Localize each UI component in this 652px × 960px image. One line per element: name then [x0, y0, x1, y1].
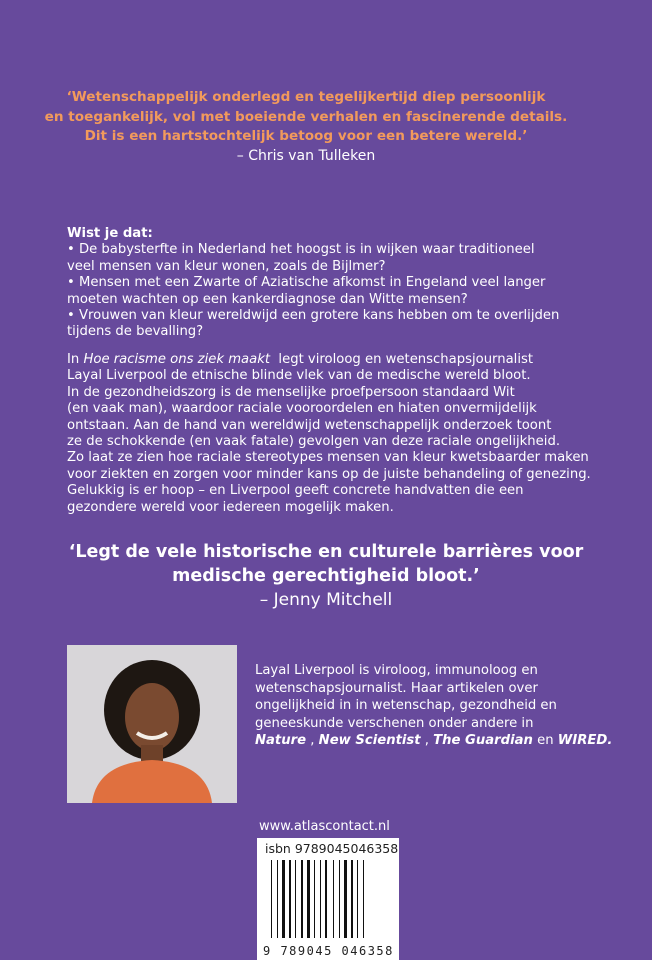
description-line: ze de schokkende (en vaak fatale) gevolgen van deze raciale ongelijkheid. [67, 434, 561, 450]
description-line: voor ziekten en zorgen voor minder kans op de juiste behandeling of genezing. [67, 466, 591, 482]
barcode-bar [333, 860, 334, 938]
barcode-bar [339, 860, 340, 938]
publisher-url: www.atlascontact.nl [259, 819, 390, 834]
barcode-bar [357, 860, 358, 938]
front-quote [0, 88, 612, 166]
publication: WIRED. [557, 733, 613, 749]
barcode-bar [307, 860, 310, 938]
barcode-digits: 9 789045 046358 [263, 944, 394, 958]
isbn-label: isbn 9789045046358 [265, 841, 399, 856]
author-portrait-illustration [67, 645, 237, 803]
intro-suffix: legt viroloog en wetenschapsjournalist [270, 352, 534, 367]
bio-line: ongelijkheid in in wetenschap, gezondheid en [255, 698, 557, 714]
quote-line: ‘Wetenschappelijk onderlegd en tegelijkertijd diep persoonlijk [66, 89, 546, 105]
barcode-bar [320, 860, 321, 938]
separator: , [420, 733, 434, 749]
barcode-bar [325, 860, 327, 938]
barcode-bar [295, 860, 296, 938]
barcode-bar [289, 860, 291, 938]
facts-heading: Wist je dat: [67, 226, 153, 241]
bio-line: geneeskunde verschenen onder andere in [255, 715, 534, 731]
barcode-bar [363, 860, 364, 938]
second-quote [0, 540, 652, 612]
description-line: Layal Liverpool de etnische blinde vlek van de medische wereld bloot. [67, 368, 531, 384]
bio-line: Layal Liverpool is viroloog, immunoloog en [255, 663, 538, 678]
barcode-bars [257, 838, 399, 960]
quote-line: Dit is een hartstochtelijk betoog voor een betere wereld.’ [84, 128, 528, 144]
fact-line: veel mensen van kleur wonen, zoals de Bijlmer? [67, 258, 386, 274]
barcode [257, 838, 399, 960]
description-line: gezondere wereld voor iedereen mogelijk maken. [67, 499, 394, 515]
description-intro [67, 352, 591, 368]
description-line: ontstaan. Aan de hand van wereldwijd wetenschappelijk onderzoek toont [67, 417, 552, 433]
barcode-bar [314, 860, 315, 938]
separator: , [306, 733, 319, 749]
description [67, 352, 591, 516]
bio-publications [255, 732, 612, 750]
barcode-bar [271, 860, 272, 938]
quote-attribution: – Chris van Tulleken [236, 147, 376, 164]
quote-line: en toegankelijk, vol met boeiende verhalen en fascinerende details. [44, 108, 568, 125]
publication: Nature [255, 733, 307, 749]
barcode-bar [277, 860, 278, 938]
fact-line: moeten wachten op een kankerdiagnose dan Witte mensen? [67, 291, 468, 307]
quote-line: medische gerechtigheid bloot.’ [172, 566, 480, 586]
quote-line: ‘Legt de vele historische en culturele barrières voor [68, 542, 584, 562]
separator: en [532, 733, 558, 749]
fact-line: • Vrouwen van kleur wereldwijd een grotere kans hebben om te overlijden [67, 308, 560, 324]
fact-line: tijdens de bevalling? [67, 324, 204, 340]
publication: The Guardian [433, 733, 533, 749]
fact-line: • De babysterfte in Nederland het hoogst is in wijken waar traditioneel [67, 242, 535, 258]
description-line: In de gezondheidszorg is de menselijke proefpersoon standaard Wit [67, 384, 515, 400]
intro-prefix: In [67, 352, 84, 367]
barcode-bar [351, 860, 353, 938]
facts-section [67, 226, 559, 341]
barcode-bar [344, 860, 347, 938]
publication: New Scientist [318, 733, 421, 749]
barcode-bar [282, 860, 285, 938]
bio-line: wetenschapsjournalist. Haar artikelen over [255, 680, 538, 696]
author-bio [255, 662, 612, 750]
quote-attribution: – Jenny Mitchell [259, 590, 393, 610]
description-line: Gelukkig is er hoop – en Liverpool geeft concrete handvatten die een [67, 483, 524, 499]
book-title: Hoe racisme ons ziek maakt [83, 352, 271, 367]
barcode-bar [301, 860, 303, 938]
fact-line: • Mensen met een Zwarte of Aziatische afkomst in Engeland veel langer [67, 275, 546, 291]
description-line: (en vaak man), waardoor raciale vooroordelen en hiaten onvermijdelijk [67, 401, 537, 417]
author-photo [67, 645, 237, 803]
description-line: Zo laat ze zien hoe raciale stereotypes mensen van kleur kwetsbaarder maken [67, 450, 589, 466]
